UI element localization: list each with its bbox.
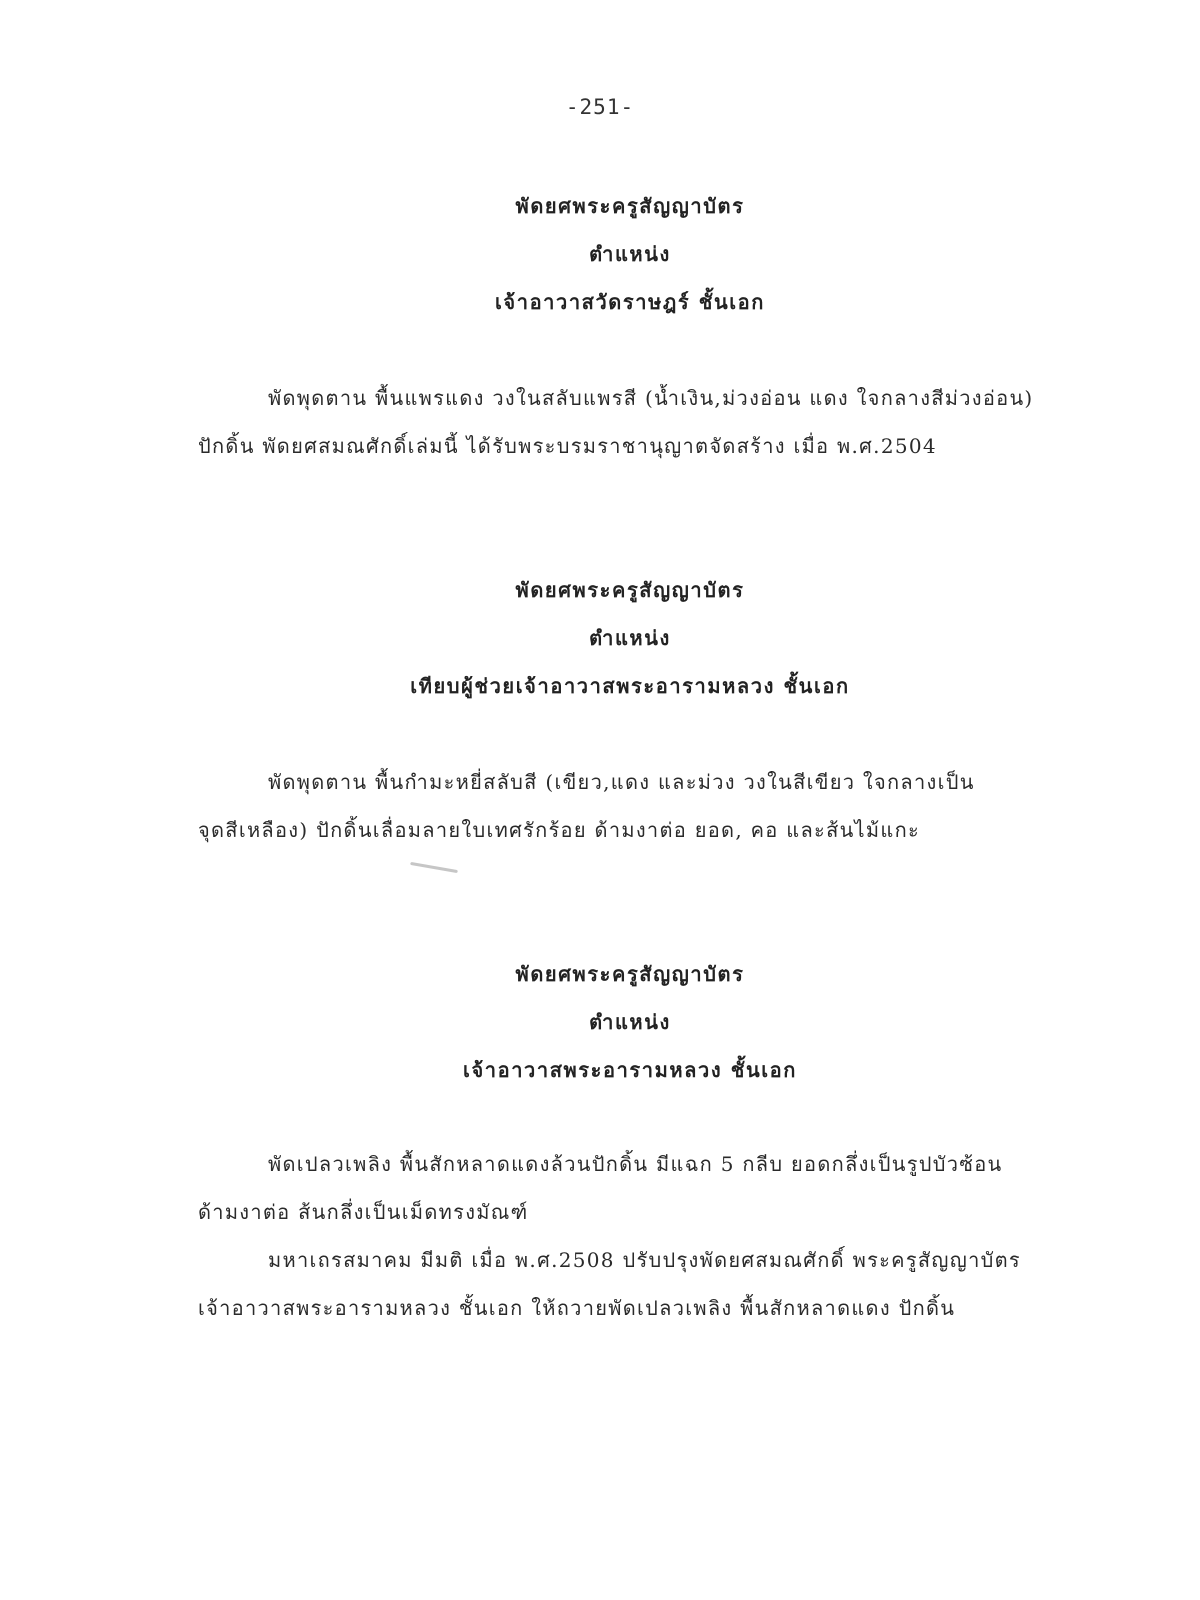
section-2-paragraph-line: จุดสีเหลือง) ปักดิ้นเลื่อมลายใบเทศรักร้อย ด้ามงาต่อ ยอด, คอ และส้นไม้แกะ <box>198 818 921 842</box>
ink-smudge <box>410 862 458 873</box>
section-3-heading-position: ตำแหน่ง <box>589 1010 671 1034</box>
section-1-paragraph-line: พัดพุดตาน พื้นแพรแดง วงในสลับแพรสี (น้ำเงิน,ม่วงอ่อน แดง ใจกลางสีม่วงอ่อน) <box>268 386 1034 410</box>
section-3-paragraph-line: เจ้าอาวาสพระอารามหลวง ชั้นเอก ให้ถวายพัดเปลวเพลิง พื้นสักหลาดแดง ปักดิ้น <box>198 1296 956 1320</box>
section-2-heading-rank: เทียบผู้ช่วยเจ้าอาวาสพระอารามหลวง ชั้นเอก <box>410 674 850 698</box>
section-1-heading-rank: เจ้าอาวาสวัดราษฎร์ ชั้นเอก <box>494 290 765 314</box>
section-2-heading-title: พัดยศพระครูสัญญาบัตร <box>515 578 745 602</box>
section-3-heading-title: พัดยศพระครูสัญญาบัตร <box>515 962 745 986</box>
page-number: -251- <box>565 95 635 119</box>
section-1-heading-title: พัดยศพระครูสัญญาบัตร <box>515 194 745 218</box>
section-1-heading-position: ตำแหน่ง <box>589 242 671 266</box>
section-3-paragraph-line: ด้ามงาต่อ ส้นกลึ่งเป็นเม็ดทรงมัณฑ์ <box>198 1200 529 1224</box>
section-3-paragraph-line: มหาเถรสมาคม มีมติ เมื่อ พ.ศ.2508 ปรับปรุงพัดยศสมณศักดิ์ พระครูสัญญาบัตร <box>268 1248 1021 1272</box>
section-3-paragraph-line: พัดเปลวเพลิง พื้นสักหลาดแดงล้วนปักดิ้น มีแฉก 5 กลีบ ยอดกลึ่งเป็นรูปบัวซ้อน <box>268 1152 1003 1176</box>
section-1-paragraph-line: ปักดิ้น พัดยศสมณศักดิ์เล่มนี้ ได้รับพระบรมราชานุญาตจัดสร้าง เมื่อ พ.ศ.2504 <box>198 434 937 458</box>
section-3-heading-rank: เจ้าอาวาสพระอารามหลวง ชั้นเอก <box>463 1058 797 1082</box>
section-2-heading-position: ตำแหน่ง <box>589 626 671 650</box>
section-2-paragraph-line: พัดพุดตาน พื้นกำมะหยี่สลับสี (เขียว,แดง และม่วง วงในสีเขียว ใจกลางเป็น <box>268 770 975 794</box>
